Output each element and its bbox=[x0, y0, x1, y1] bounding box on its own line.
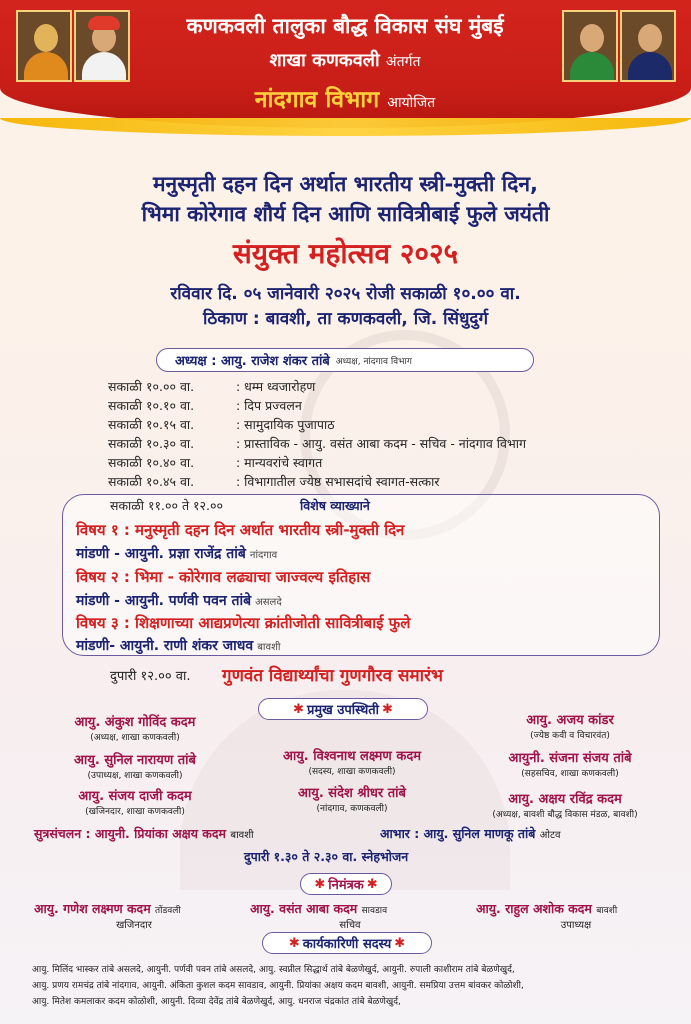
award-title: गुणवंत विद्यार्थ्यांचा गुणगौरव समारंभ bbox=[222, 666, 443, 686]
org-title: कणकवली तालुका बौद्ध विकास संघ मुंबई bbox=[186, 14, 504, 38]
anchor-line: सुत्रसंचलन : आयुनी. प्रियांका अक्षय कदम बावशी bbox=[34, 826, 254, 841]
inviter-item: आयु. वसंत आबा कदम सावडाव सचिव bbox=[250, 901, 388, 931]
guest-item: आयु. संदेश श्रीधर तांबे (नांदगाव, कणकवली) bbox=[298, 786, 406, 814]
star-icon: ✱ bbox=[366, 876, 378, 892]
star-icon: ✱ bbox=[394, 935, 406, 951]
schedule-row: सकाळी १०.४० वा. : मान्यवरांचे स्वागत bbox=[108, 455, 323, 470]
ambedkar-portrait bbox=[620, 10, 676, 82]
inviter-item: आयु. राहुल अशोक कदम बावशी उपाध्यक्ष bbox=[476, 901, 618, 931]
committee-pill: ✱ कार्यकारिणी सदस्य ✱ bbox=[262, 932, 432, 954]
org-branch: शाखा कणकवली अंतर्गत bbox=[269, 50, 421, 71]
guest-item: आयु. संजय दाजी कदम (खजिनदार, शाखा कणकवली) bbox=[78, 789, 192, 817]
lecture-speaker: मांडणी - आयुनी. पर्णवी पवन तांबे असलदे bbox=[76, 593, 282, 609]
event-title-line1: मनुस्मृती दहन दिन अर्थात भारतीय स्त्री-मुक्ती दिन, bbox=[152, 172, 539, 196]
thanks-line: आभार : आयु. सुनिल माणकू तांबे ओटव bbox=[380, 826, 561, 841]
event-date: रविवार दि. ०५ जानेवारी २०२५ रोजी सकाळी १०.०० वा. bbox=[170, 284, 521, 304]
schedule-row: सकाळी १०.०० वा. : धम्म ध्वजारोहण bbox=[108, 379, 316, 394]
award-time: दुपारी १२.०० वा. bbox=[110, 669, 191, 684]
header-gold-band bbox=[0, 118, 691, 136]
guest-item: आयुनी. संजना संजय तांबे (सहसचिव, शाखा कणकवली) bbox=[508, 751, 632, 779]
inviters-pill: ✱ निमंत्रक ✱ bbox=[300, 873, 392, 895]
lecture-subject: विषय ३ : शिक्षणाच्या आद्यप्रणेत्या क्रांतीजोती सावित्रीबाई फुले bbox=[76, 614, 411, 632]
guest-item: आयु. अजय कांडर (ज्येष्ठ कवी व विचारवंत) bbox=[526, 713, 614, 741]
lunch-line: दुपारी १.३० ते २.३० वा. स्नेहभोजन bbox=[244, 849, 409, 864]
buddha-portrait bbox=[16, 10, 72, 82]
star-icon: ✱ bbox=[314, 876, 326, 892]
division-title: नांदगाव विभाग आयोजित bbox=[254, 87, 436, 113]
lecture-subject: विषय २ : भिमा - कोरेगाव लढ्याचा जाज्वल्य इतिहास bbox=[76, 568, 371, 586]
lecture-speaker: मांडणी - आयुनी. प्रज्ञा राजेंद्र तांबे नांदगाव bbox=[76, 546, 278, 562]
schedule-row: सकाळी १०.३० वा. : प्रास्ताविक - आयु. वसंत आबा कदम - सचिव - नांदगाव विभाग bbox=[108, 436, 527, 451]
schedule-row: सकाळी १०.४५ वा. : विभागातील ज्येष्ठ सभासदांचे स्वागत-सत्कार bbox=[108, 474, 440, 489]
president-label: अध्यक्ष : bbox=[175, 354, 217, 369]
schedule-row: सकाळी १०.१० वा. : दिप प्रज्वलन bbox=[108, 398, 302, 413]
inviter-item: आयु. गणेश लक्ष्मण कदम तोंडवली खजिनदार bbox=[34, 901, 181, 931]
festival-title: संयुक्त महोत्सव २०२५ bbox=[232, 237, 459, 270]
guest-item: आयु. अक्षय रविंद्र कदम (अध्यक्ष, बावशी बौद्ध विकास मंडळ, बावशी) bbox=[492, 792, 638, 820]
president-name: आयु. राजेश शंकर तांबे bbox=[220, 354, 330, 369]
chief-guests-pill: ✱ प्रमुख उपस्थिती ✱ bbox=[258, 698, 428, 720]
president-pill bbox=[156, 348, 534, 372]
star-icon: ✱ bbox=[288, 935, 300, 951]
guest-item: आयु. अंकुश गोविंद कदम (अध्यक्ष, शाखा कणकवली) bbox=[74, 715, 196, 743]
committee-members-line: आयु. प्रणय रामचंद्र तांबे नांदगाव, आयुनी. अंकिता कुशल कदम सावडाव, आयुनी. प्रियांका अक्षय कदम बावशी, आयुनी. समप्रिया उत्तम बांवकर कोळोशी, bbox=[32, 981, 524, 991]
lecture-subject: विषय १ : मनुस्मृती दहन दिन अर्थात भारतीय स्त्री-मुक्ती दिन bbox=[76, 521, 405, 539]
savitribai-portrait bbox=[562, 10, 618, 82]
committee-members-line: आयु. मिलिंद भास्कर तांबे असलदे, आयुनी. पर्णवी पवन तांबे असलदे, आयु. स्वप्नील सिद्धार्थ तांबे बेळणेखुर्द, आयुनी. रुपाली काशीराम तांबे बेळणेखुर्द, bbox=[32, 965, 515, 975]
star-icon: ✱ bbox=[293, 701, 304, 717]
special-lectures-title: विशेष व्याख्याने bbox=[300, 498, 370, 513]
star-icon: ✱ bbox=[382, 701, 393, 717]
lecture-speaker: मांडणी- आयुनी. राणी शंकर जाधव बावशी bbox=[76, 638, 281, 654]
guest-item: आयु. विश्वनाथ लक्ष्मण कदम (सदस्य, शाखा कणकवली) bbox=[282, 749, 421, 777]
president-role: अध्यक्ष, नांदगाव विभाग bbox=[335, 356, 412, 367]
special-lectures-time: सकाळी ११.०० ते १२.०० bbox=[110, 498, 224, 513]
guest-item: आयु. सुनिल नारायण तांबे (उपाध्यक्ष, शाखा कणकवली) bbox=[74, 753, 196, 781]
schedule-row: सकाळी १०.१५ वा. : सामुदायिक पुजापाठ bbox=[108, 417, 335, 432]
event-venue: ठिकाण : बावशी, ता कणकवली, जि. सिंधुदुर्ग bbox=[202, 309, 489, 329]
phule-portrait bbox=[74, 10, 130, 82]
committee-members-line: आयु. मितेश कमलाकर कदम कोळोशी, आयुनी. दिव्या देवेंद्र तांबे बेळणेखुर्द, आयु. धनराज चंद्रकांत तांबे बेळणेखुर्द, bbox=[32, 997, 401, 1007]
event-title-line2: भिमा कोरेगाव शौर्य दिन आणि सावित्रीबाई फुले जयंती bbox=[141, 202, 550, 226]
